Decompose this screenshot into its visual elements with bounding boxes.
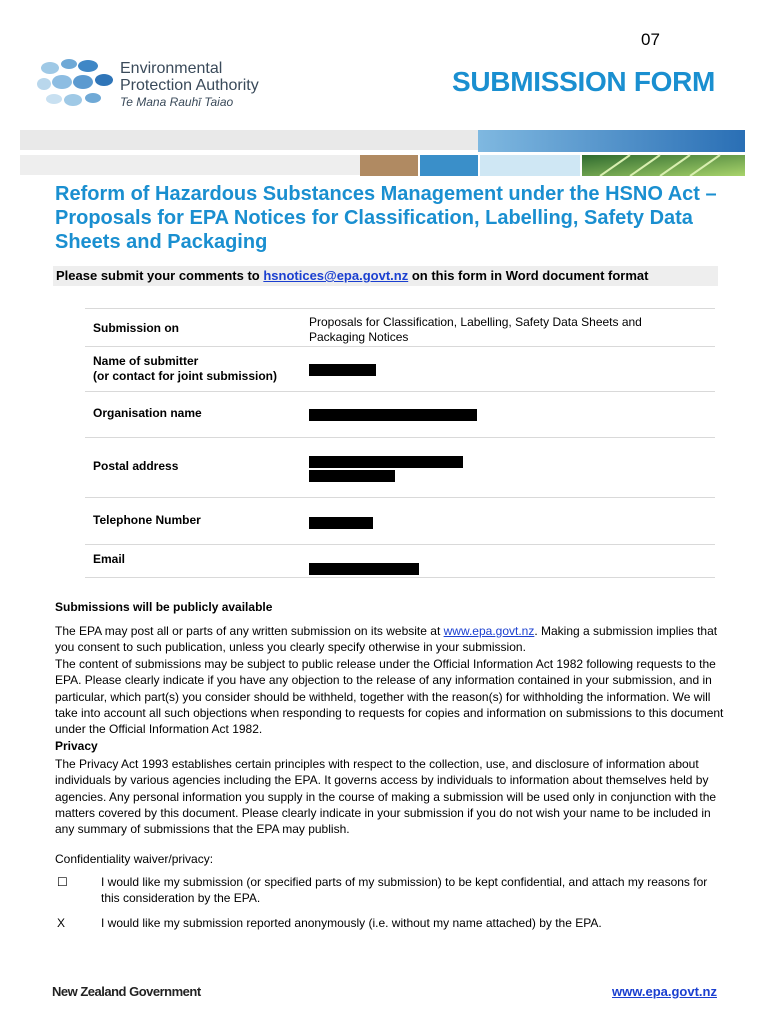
table-border: [85, 497, 715, 498]
form-title: SUBMISSION FORM: [452, 66, 716, 97]
public-paragraph-1: [55, 623, 725, 656]
organisation-label: Organisation name: [93, 406, 202, 420]
submission-on-label: Submission on: [93, 321, 180, 335]
anonymous-option-text: I would like my submission reported anonymously (i.e. without my name attached) by the EPA.: [101, 916, 602, 930]
confidentiality-label: Confidentiality waiver/privacy:: [55, 852, 214, 866]
table-border: [85, 391, 715, 392]
logo-line-2: Protection Authority: [120, 77, 259, 94]
redacted-organisation: [309, 409, 477, 421]
submission-email-link[interactable]: hsnotices@epa.govt.nz: [263, 268, 409, 283]
banner-images: [360, 130, 745, 176]
table-border: [85, 346, 715, 347]
logo-line-3: Te Mana Rauhī Taiao: [120, 95, 234, 109]
privacy-heading: Privacy: [55, 739, 98, 753]
redacted-postal-line-1: [309, 456, 463, 468]
confidential-checkbox[interactable]: ☐: [57, 875, 68, 889]
footer-website-link[interactable]: www.epa.govt.nz: [612, 984, 717, 999]
redacted-telephone: [309, 517, 373, 529]
public-p1-prefix: The EPA may post all or parts of any written submission on its website at: [55, 624, 444, 638]
redacted-postal-line-2: [309, 470, 395, 482]
table-border: [85, 437, 715, 438]
privacy-paragraph: The Privacy Act 1993 establishes certain principles with respect to the collection, use, and disclosure of information about individuals by various agencies including the EPA. It governs access by individuals to information about themselves held by agencies. Any personal information you supply in the course of making a submission will be used only in conjunction with the matters covered by this document. Please clearly indicate in your submission if you do not wish your name to be included in any summary of submissions that the EPA may publish.: [55, 757, 717, 837]
nz-government-logo: New Zealand Government: [52, 984, 201, 999]
telephone-label: Telephone Number: [93, 513, 201, 527]
submitter-label-line-1: Name of submitter: [93, 354, 199, 368]
banner-strip-bottom: [20, 155, 360, 175]
anonymous-checkbox[interactable]: X: [57, 916, 66, 930]
public-paragraph-2: The content of submissions may be subject to public release under the Official Information Act 1982 following requests to the EPA. Please clearly indicate if you have any objection to the release of any information contained in your submission, and in particular, which part(s) you consider should be withheld, together with the reason(s) for withholding the information. We will take into account all such objections when responding to requests for copies and information on submissions to this document under the Official Information Act 1982.: [55, 657, 724, 737]
epa-website-link[interactable]: www.epa.govt.nz: [443, 624, 535, 638]
redacted-submitter-name: [309, 364, 376, 376]
epa-logo-icon: [36, 58, 118, 110]
submitter-label: [93, 354, 277, 384]
submitter-label-line-2: (or contact for joint submission): [93, 369, 278, 383]
table-border: [85, 308, 715, 309]
submission-on-value: Proposals for Classification, Labelling, Safety Data Sheets and Packaging Notices: [309, 315, 642, 344]
confidential-option-text: I would like my submission (or specified parts of my submission) to be kept confidential, and attach my reasons for this consideration by the EPA.: [101, 875, 708, 905]
logo-text: [120, 60, 259, 111]
postal-address-label: Postal address: [93, 459, 179, 473]
redacted-email: [309, 563, 419, 575]
submit-prefix: Please submit your comments to: [56, 268, 264, 283]
public-heading: Submissions will be publicly available: [55, 600, 273, 614]
email-label: Email: [93, 552, 126, 566]
page-number: 07: [641, 30, 660, 49]
table-border: [85, 544, 715, 545]
table-border: [85, 577, 715, 578]
public-p1-suffix: . Making a submission implies that you consent to such publication, unless you clearly specify otherwise in your submission.: [55, 624, 718, 655]
submit-suffix: on this form in Word document format: [408, 268, 649, 283]
submit-instruction: [53, 266, 718, 286]
logo-line-1: Environmental: [120, 60, 223, 77]
document-heading: Reform of Hazardous Substances Management under the HSNO Act – Proposals for EPA Notices for Classification, Labelling, Safety Data Sheets and Packaging: [55, 183, 717, 253]
